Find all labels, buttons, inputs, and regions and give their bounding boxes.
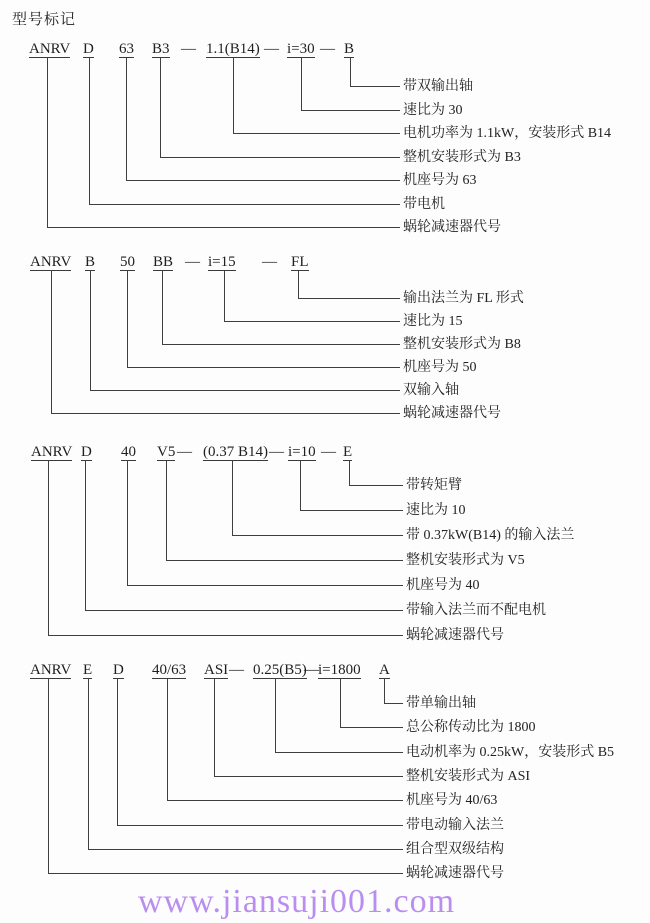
callout-label: 双输入轴	[403, 383, 459, 398]
connector-line	[48, 678, 403, 874]
code-segment: 50	[120, 254, 135, 270]
callout-label: 机座号为 63	[403, 173, 477, 188]
code-segment: ANRV	[30, 662, 72, 678]
code-segment: D	[83, 41, 94, 57]
code-segment: i=30	[287, 41, 315, 57]
callout-label: 带电动输入法兰	[406, 818, 504, 833]
callout-label: 带转矩臂	[406, 478, 462, 493]
code-segment: 1.1(B14)	[206, 41, 260, 57]
callout-label: 电机功率为 1.1kW，安装形式 B14	[403, 126, 612, 141]
callout-label: 带输入法兰而不配电机	[406, 603, 546, 618]
callout-label: 带 0.37kW(B14) 的输入法兰	[406, 528, 575, 543]
page-title: 型号标记	[12, 12, 77, 28]
code-dash: —	[185, 254, 200, 270]
code-segment: ANRV	[31, 444, 73, 460]
code-segment: ANRV	[30, 254, 72, 270]
code-segment: B	[85, 254, 96, 270]
callout-label: 整机安装形式为 B8	[403, 337, 521, 352]
code-segment: B3	[152, 41, 170, 57]
code-dash: —	[264, 41, 279, 57]
callout-label: 速比为 10	[406, 503, 466, 518]
code-segment: BB	[153, 254, 174, 270]
watermark: www.jiansuji001.com	[138, 883, 456, 920]
code-segment: B	[344, 41, 355, 57]
callout-label: 总公称传动比为 1800	[406, 720, 536, 735]
callout-label: 速比为 15	[403, 314, 463, 329]
callout-label: 带单输出轴	[406, 696, 476, 711]
connector-line	[47, 58, 400, 228]
code-dash: —	[181, 41, 196, 57]
callout-label: 蜗轮减速器代号	[406, 866, 504, 881]
code-segment: V5	[157, 444, 176, 460]
callout-label: 带双输出轴	[403, 79, 473, 94]
code-segment: D	[81, 444, 92, 460]
code-segment: FL	[291, 254, 309, 270]
code-segment: 63	[119, 41, 134, 57]
code-segment: i=10	[288, 444, 316, 460]
code-segment: E	[343, 444, 353, 460]
code-segment: i=1800	[318, 662, 361, 678]
callout-label: 蜗轮减速器代号	[406, 628, 504, 643]
code-segment: 40/63	[152, 662, 187, 678]
code-dash: —	[269, 444, 284, 460]
callout-label: 速比为 30	[403, 103, 463, 118]
callout-label: 机座号为 40	[406, 578, 480, 593]
callout-label: 整机安装形式为 V5	[406, 553, 525, 568]
callout-label: 蜗轮减速器代号	[403, 220, 501, 235]
code-segment: (0.37 B14)	[203, 444, 268, 460]
code-segment: E	[83, 662, 93, 678]
code-dash: —	[229, 662, 244, 678]
code-segment: ANRV	[29, 41, 71, 57]
callout-label: 带电机	[403, 197, 445, 212]
callout-label: 电动机率为 0.25kW，安装形式 B5	[406, 745, 615, 760]
callout-label: 输出法兰为 FL 形式	[403, 291, 524, 306]
callout-label: 组合型双级结构	[406, 842, 504, 857]
code-segment: A	[379, 662, 390, 678]
callout-label: 蜗轮减速器代号	[403, 406, 501, 421]
connector-line	[48, 460, 403, 636]
code-segment: D	[113, 662, 124, 678]
callout-label: 机座号为 50	[403, 360, 477, 375]
code-dash: —	[321, 444, 336, 460]
code-segment: 40	[121, 444, 136, 460]
code-segment: ASI	[204, 662, 229, 678]
code-segment: i=15	[208, 254, 236, 270]
code-segment: 0.25(B5)	[253, 662, 307, 678]
callout-label: 整机安装形式为 ASI	[406, 769, 531, 784]
code-dash: —	[320, 41, 335, 57]
callout-label: 整机安装形式为 B3	[403, 150, 521, 165]
callout-label: 机座号为 40/63	[406, 793, 498, 808]
code-dash: —	[177, 444, 192, 460]
connector-line	[51, 270, 400, 414]
code-dash: —	[304, 662, 319, 678]
code-dash: —	[262, 254, 277, 270]
